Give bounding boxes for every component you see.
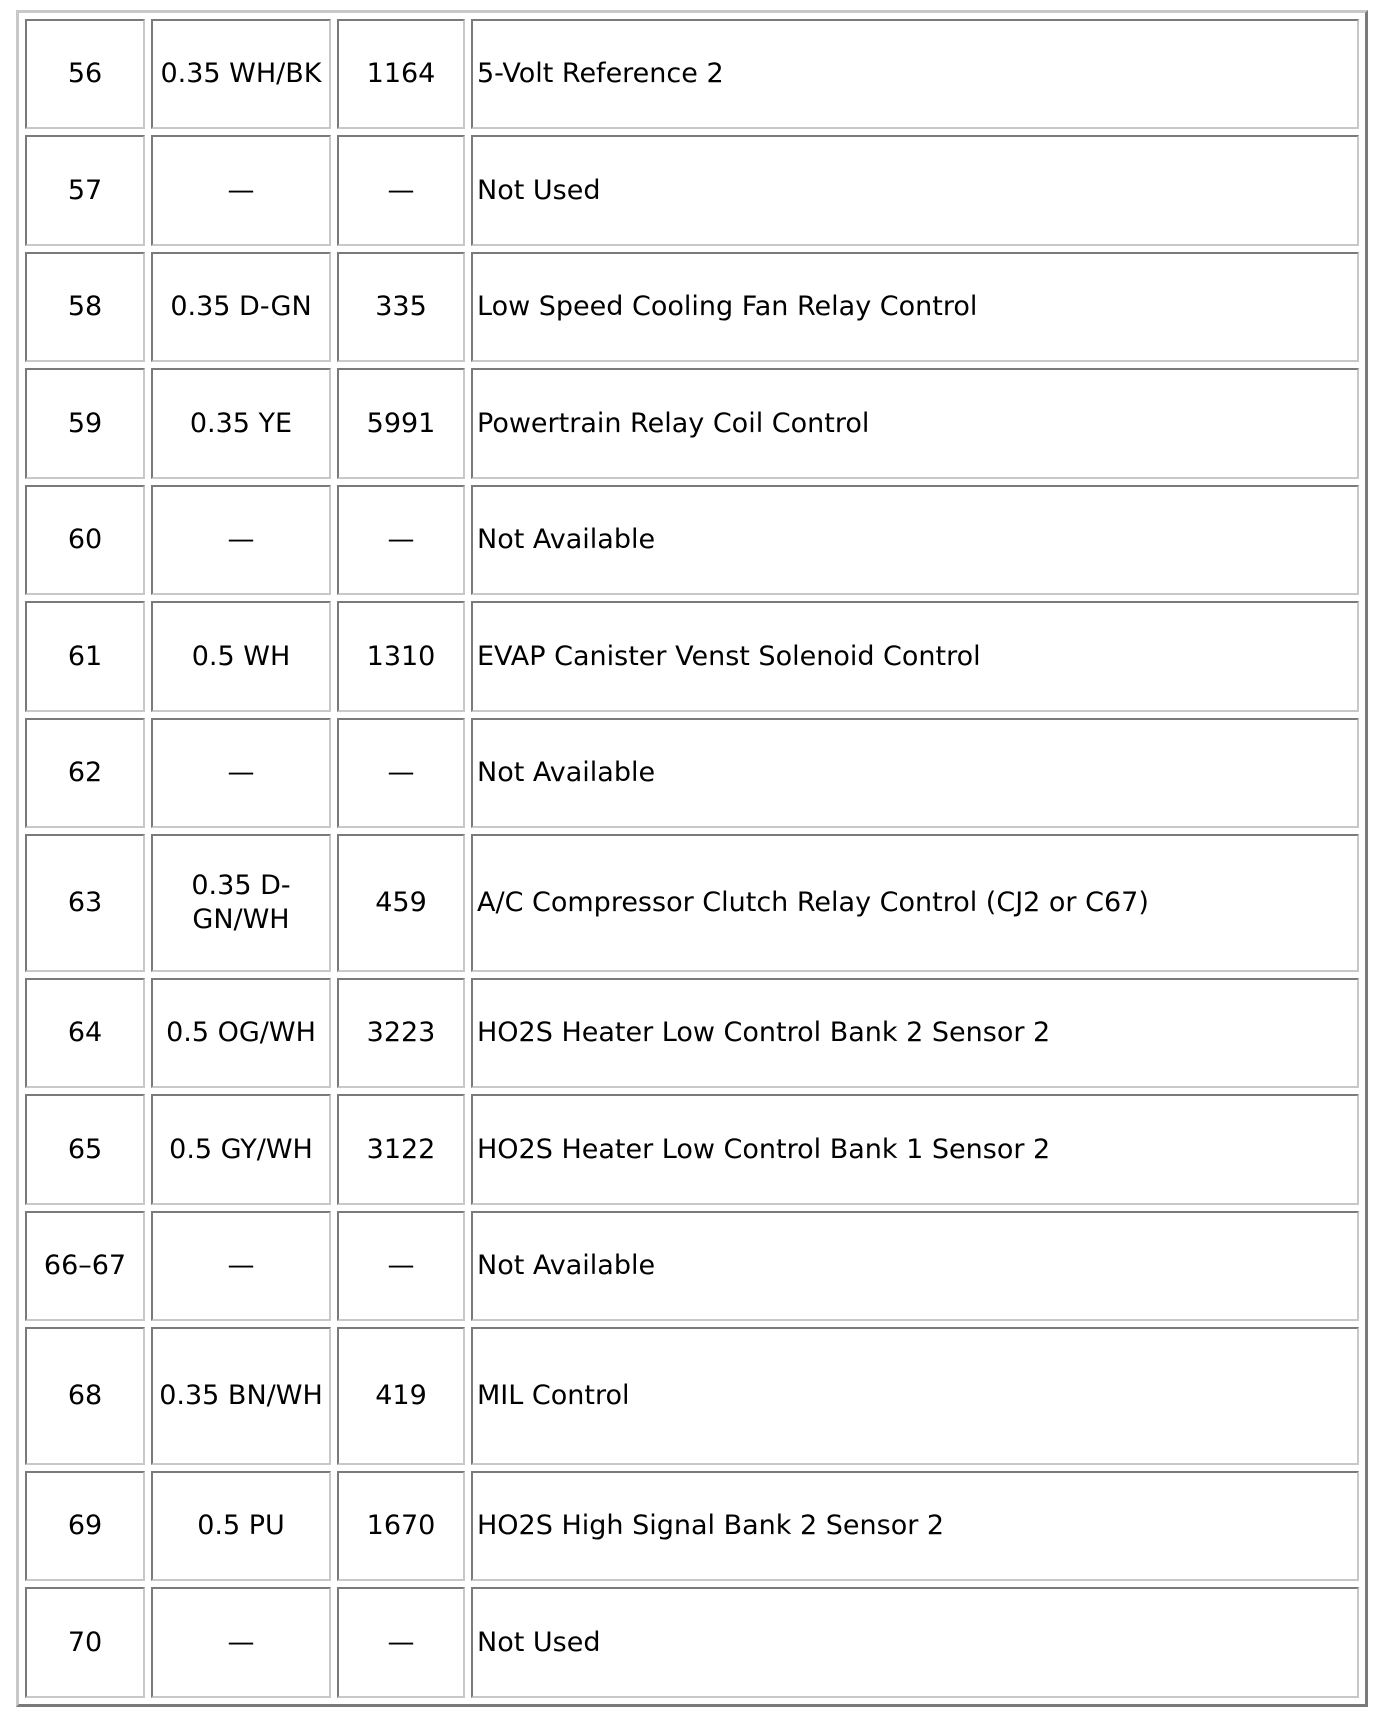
wire-cell: 0.5 WH	[151, 601, 331, 711]
pin-cell: 68	[25, 1327, 145, 1465]
function-cell: A/C Compressor Clutch Relay Control (CJ2 or C67)	[471, 834, 1359, 972]
pin-cell: 62	[25, 718, 145, 828]
pin-cell: 57	[25, 135, 145, 245]
circuit-cell: —	[337, 1587, 465, 1698]
table-row	[25, 1094, 1359, 1204]
table-row	[25, 368, 1359, 478]
circuit-cell: 335	[337, 252, 465, 362]
wire-cell: —	[151, 718, 331, 828]
circuit-cell: 1164	[337, 19, 465, 129]
table-row	[25, 601, 1359, 711]
function-cell: Low Speed Cooling Fan Relay Control	[471, 252, 1359, 362]
wire-cell: —	[151, 135, 331, 245]
circuit-cell: 419	[337, 1327, 465, 1465]
wire-cell: —	[151, 1587, 331, 1698]
function-cell: Not Used	[471, 135, 1359, 245]
table-row	[25, 834, 1359, 972]
pin-cell: 69	[25, 1471, 145, 1581]
function-cell: MIL Control	[471, 1327, 1359, 1465]
table-row	[25, 135, 1359, 245]
table-row	[25, 1327, 1359, 1465]
connector-pinout-table	[16, 10, 1368, 1707]
circuit-cell: —	[337, 135, 465, 245]
table-row	[25, 718, 1359, 828]
wire-cell: 0.5 PU	[151, 1471, 331, 1581]
wire-cell: 0.35 YE	[151, 368, 331, 478]
wire-cell: 0.35 BN/WH	[151, 1327, 331, 1465]
table-row	[25, 19, 1359, 129]
function-cell: EVAP Canister Venst Solenoid Control	[471, 601, 1359, 711]
pin-cell: 61	[25, 601, 145, 711]
pin-cell: 65	[25, 1094, 145, 1204]
function-cell: Not Available	[471, 485, 1359, 595]
function-cell: HO2S Heater Low Control Bank 2 Sensor 2	[471, 978, 1359, 1088]
circuit-cell: —	[337, 1211, 465, 1321]
table-row	[25, 485, 1359, 595]
pin-cell: 70	[25, 1587, 145, 1698]
function-cell: Powertrain Relay Coil Control	[471, 368, 1359, 478]
function-cell: Not Used	[471, 1587, 1359, 1698]
circuit-cell: 3122	[337, 1094, 465, 1204]
table-row	[25, 1471, 1359, 1581]
function-cell: Not Available	[471, 718, 1359, 828]
function-cell: HO2S Heater Low Control Bank 1 Sensor 2	[471, 1094, 1359, 1204]
table-row	[25, 252, 1359, 362]
table-row	[25, 1587, 1359, 1698]
circuit-cell: —	[337, 485, 465, 595]
function-cell: 5-Volt Reference 2	[471, 19, 1359, 129]
pinout-table	[19, 13, 1365, 1704]
wire-cell: 0.35 D-GN/WH	[151, 834, 331, 972]
circuit-cell: 3223	[337, 978, 465, 1088]
function-cell: Not Available	[471, 1211, 1359, 1321]
pin-cell: 64	[25, 978, 145, 1088]
table-row	[25, 1211, 1359, 1321]
circuit-cell: —	[337, 718, 465, 828]
wire-cell: 0.35 WH/BK	[151, 19, 331, 129]
wire-cell: 0.5 OG/WH	[151, 978, 331, 1088]
wire-cell: 0.35 D-GN	[151, 252, 331, 362]
pin-cell: 60	[25, 485, 145, 595]
circuit-cell: 1670	[337, 1471, 465, 1581]
pin-cell: 59	[25, 368, 145, 478]
pin-cell: 56	[25, 19, 145, 129]
circuit-cell: 459	[337, 834, 465, 972]
wire-cell: 0.5 GY/WH	[151, 1094, 331, 1204]
wire-cell: —	[151, 1211, 331, 1321]
pin-cell: 63	[25, 834, 145, 972]
circuit-cell: 5991	[337, 368, 465, 478]
circuit-cell: 1310	[337, 601, 465, 711]
table-row	[25, 978, 1359, 1088]
wire-cell: —	[151, 485, 331, 595]
pin-cell: 66–67	[25, 1211, 145, 1321]
function-cell: HO2S High Signal Bank 2 Sensor 2	[471, 1471, 1359, 1581]
pin-cell: 58	[25, 252, 145, 362]
